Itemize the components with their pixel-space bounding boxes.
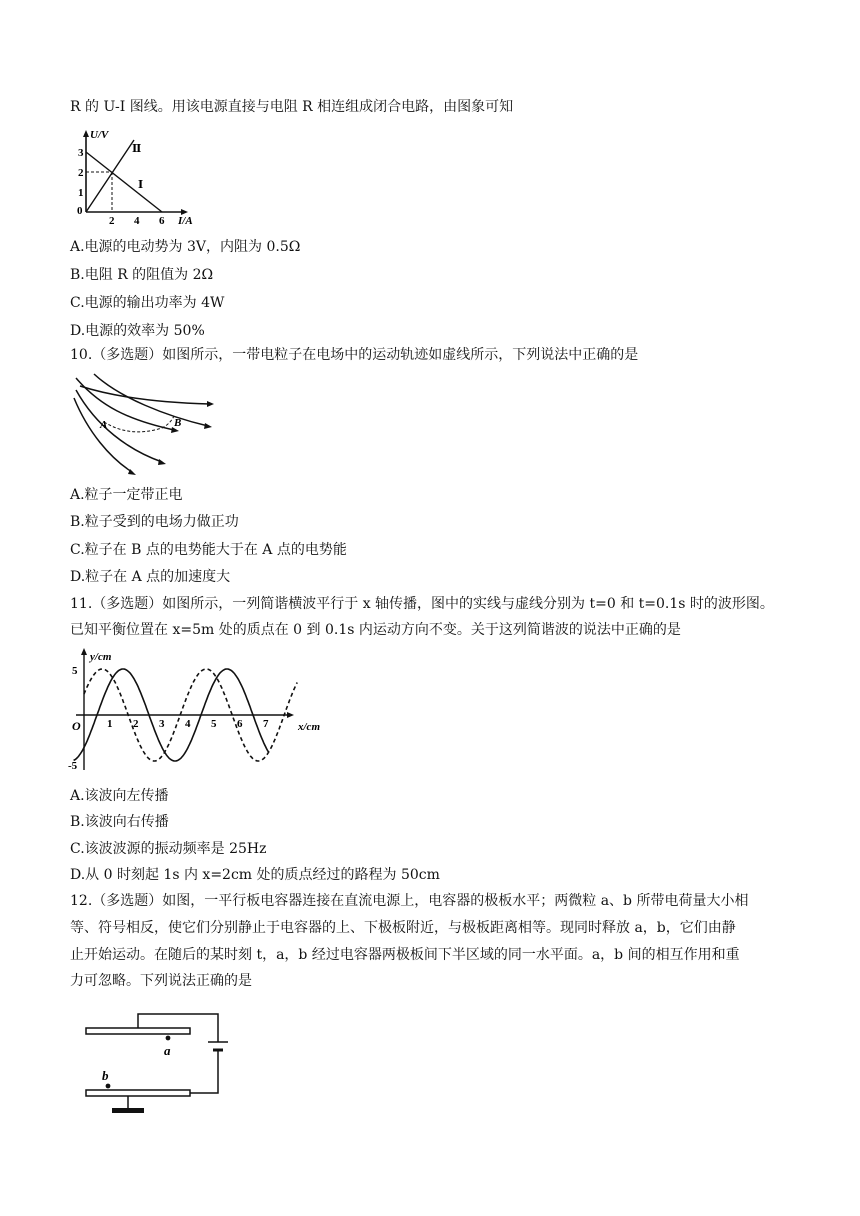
circuit-wire [190, 1050, 218, 1093]
q9-option-a: A.电源的电动势为 3V，内阻为 0.5Ω [70, 239, 301, 255]
q9-origin: 0 [77, 205, 83, 217]
q12-stem-line3: 止开始运动。在随后的某时刻 t，a，b 经过电容器两极板间下半区域的同一水平面。a，b 间的相互作用和重 [70, 947, 740, 963]
q12-stem-line1: 12.（多选题）如图，一平行板电容器连接在直流电源上，电容器的极板水平；两微粒 a、b 所带电荷量大小相 [70, 893, 749, 909]
q10-stem: 10.（多选题）如图所示，一带电粒子在电场中的运动轨迹如虚线所示，下列说法中正确的是 [70, 347, 639, 363]
q12-stem-line4: 力可忽略。下列说法正确的是 [70, 973, 252, 989]
field-line [80, 386, 210, 404]
q12-stem-line2: 等、符号相反，使它们分别静止于电容器的上、下极板附近，与极板距离相等。现同时释放 a，b，它们由静 [70, 920, 736, 936]
q9-line-I [86, 152, 162, 212]
q9-ui-graph [66, 128, 206, 224]
q9-line-II-label: Ⅱ [132, 143, 142, 155]
svg-text:-5: -5 [68, 760, 78, 772]
svg-text:4: 4 [134, 215, 140, 224]
q11-option-c: C.该波波源的振动频率是 25Hz [70, 841, 267, 857]
particle-a [166, 1036, 171, 1041]
q9-line-I-label: Ⅰ [138, 179, 144, 191]
svg-text:6: 6 [159, 215, 165, 224]
field-line [76, 378, 174, 430]
q9-option-b: B.电阻 R 的阻值为 2Ω [70, 267, 214, 283]
particle-a-label: a [164, 1043, 171, 1058]
q11-x-label: x/cm [298, 721, 320, 733]
svg-text:5: 5 [72, 665, 78, 677]
q11-option-d: D.从 0 时刻起 1s 内 x=2cm 处的质点经过的路程为 50cm [70, 867, 440, 883]
q10-option-d: D.粒子在 A 点的加速度大 [70, 569, 231, 585]
particle-trajectory [104, 416, 174, 432]
q11-option-b: B.该波向右传播 [70, 814, 169, 830]
svg-text:3: 3 [78, 147, 84, 159]
x-tick-label: 6 [237, 718, 243, 730]
x-tick-label: 2 [133, 718, 139, 730]
point-b-label: B [174, 417, 182, 429]
q9-y-label: U/V [90, 129, 109, 141]
ground-symbol [112, 1108, 144, 1113]
q12-capacitor-figure [78, 1010, 248, 1120]
q10-option-a: A.粒子一定带正电 [70, 487, 183, 503]
x-tick-label: 7 [263, 718, 269, 730]
q11-option-a: A.该波向左传播 [70, 788, 169, 804]
svg-text:2: 2 [109, 215, 115, 224]
upper-plate [86, 1028, 190, 1034]
x-tick-label: 5 [211, 718, 217, 730]
q10-field-figure [70, 372, 220, 477]
q9-stem: R 的 U-I 图线。用该电源直接与电阻 R 相连组成闭合电路，由图象可知 [70, 99, 514, 115]
point-a-label: A [100, 419, 108, 431]
q11-wave-graph [66, 644, 336, 774]
svg-text:2: 2 [78, 167, 84, 179]
q11-stem-line1: 11.（多选题）如图所示，一列简谐横波平行于 x 轴传播，图中的实线与虚线分别为 t=0 和 t=0.1s 时的波形图。 [70, 596, 774, 612]
particle-b [106, 1084, 111, 1089]
q11-stem-line2: 已知平衡位置在 x=5m 处的质点在 0 到 0.1s 内运动方向不变。关于这列简谐波的说法中正确的是 [70, 622, 681, 638]
q11-y-label: y/cm [90, 651, 112, 663]
x-tick-label: 4 [185, 718, 191, 730]
x-tick-label: 3 [159, 718, 165, 730]
lower-plate [86, 1090, 190, 1096]
q9-line-II [86, 140, 134, 212]
q11-origin: O [72, 719, 81, 733]
svg-text:1: 1 [78, 187, 84, 199]
field-line [74, 398, 132, 472]
q9-option-d: D.电源的效率为 50% [70, 323, 205, 339]
q10-option-c: C.粒子在 B 点的电势能大于在 A 点的电势能 [70, 542, 347, 558]
q9-x-label: I/A [178, 215, 193, 224]
q9-option-c: C.电源的输出功率为 4W [70, 295, 225, 311]
q10-option-b: B.粒子受到的电场力做正功 [70, 514, 239, 530]
particle-b-label: b [102, 1068, 109, 1083]
x-tick-label: 1 [107, 718, 113, 730]
